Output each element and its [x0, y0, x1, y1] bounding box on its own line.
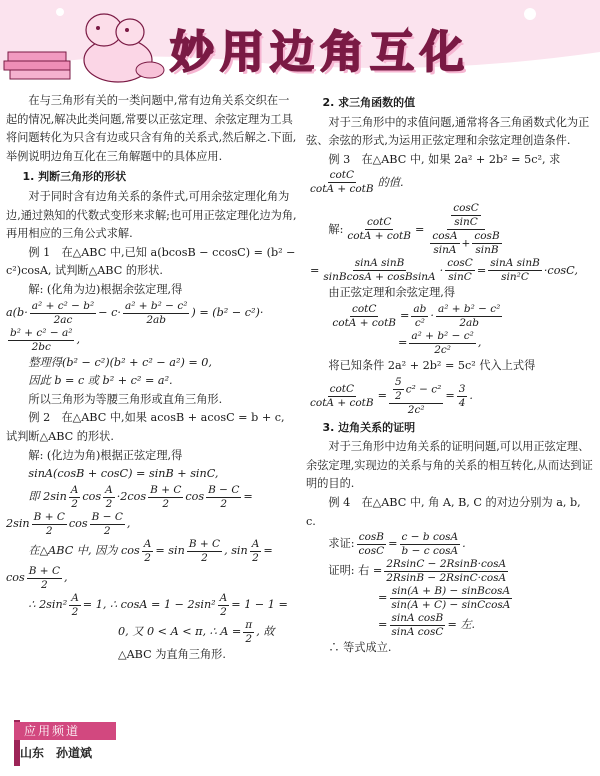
example-4-qed: ∴ 等式成立. [328, 641, 392, 655]
example-2-reasoning-cont: cos $\frac{B + C}{2}$ , [6, 564, 68, 591]
example-2-derivation: ∴ 2sin² $\frac{A}{2}$ = 1, ∴ cosA = 1 − 2sin² $\frac{A}{2}$ = 1 − 1 = [28, 591, 288, 618]
example-1-equation-cont: $\frac{\text{b² + c² − a²}}{2bc}$ , [10, 326, 80, 353]
example-2-equation: 即 2sin $\frac{A}{2}$ cos $\frac{A}{2}$ ·2cos $\frac{B + C}{2}$ cos $\frac{B - C}{2}$ = [28, 483, 253, 510]
example-2-statement: 例 2 在△ABC 中,如果 acosB + acosC = b + c, 试判断△ABC 的形状. [6, 411, 285, 443]
left-column [6, 92, 298, 664]
section-1-heading: 1. 判断三角形的形状 [22, 170, 127, 184]
equation-line: 因此 b = c 或 b² + c² = a². [28, 374, 173, 388]
fraction: $\frac{\text{a² + c² − b²}}{2ac}$ [31, 299, 95, 326]
example-2-solution-label: 解: (化边为角)根据正弦定理,得 [28, 448, 183, 462]
example-2-reasoning: 在△ABC 中, 因为 cos $\frac{A}{2}$ = sin $\frac{B + C}{2}$ , sin $\frac{A}{2}$ = [28, 537, 273, 564]
section-2-heading: 2. 求三角函数的值 [322, 96, 416, 109]
example-4-proof-step-1: 证明: 右 = $\frac{2RsinC - 2RsinB\cdot\cos A}{2RsinB - 2RsinC\cdot\cos A}$ [328, 558, 507, 585]
intro-paragraph: 在与三角形有关的一类问题中,常有边角关系交织在一起的情况,解决此类问题,常要以正弦定理、余弦定理为工具将问题转化为只含有边或只含有角的关系式,然后解之.下面,举例说明边角互化在三角解题中的具体应用. [6, 94, 297, 163]
example-2-conclusion: △ABC 为直角三角形. [118, 647, 226, 661]
page-title: 妙用边角互化 [170, 27, 470, 78]
header-banner [0, 0, 600, 92]
example-4-statement: 例 4 在△ABC 中, 角 A, B, C 的对边分别为 a, b, c. [306, 495, 581, 528]
fraction: $\frac{\text{a² + b² − c²}}{2ab}$ [124, 299, 188, 326]
example-3-step-2: = $\frac{\text{sinA sinB}}{\text{sinBcosA + cosBsinA}}$ · $\frac{\cos C}{\sin C}$ = $\frac{\text{sinA sinB}}{\text{sin²C}}$ ·cosC, [310, 257, 578, 284]
example-4-claim: 求证: $\frac{\cos B}{\cos C}$ = $\frac{\text{c − b cosA}}{\text{b − c cosA}}$ . [328, 531, 466, 558]
equation-line: 整理得(b² − c²)(b² + c² − a²) = 0, [28, 355, 212, 369]
right-column [306, 92, 594, 658]
example-3-step-1: 解: $\frac{\cot C}{\cot A + \cot B}$ = $\frac{\cos C}{\sin C}$ $\frac{\cos A}{\sin A}$ + $\frac{\cos B}{\sin B}$ [328, 202, 500, 257]
example-3-target: $\frac{\cot C}{\cot A + \cot B}$ 的值. [310, 169, 404, 196]
section-2-intro: 对于三角形中的求值问题,通常将各三角函数式化为正弦、余弦的形式,为运用正弦定理和余弦定理创造条件. [306, 115, 590, 148]
example-1-solution-label: 解: (化角为边)根据余弦定理,得 [28, 282, 183, 296]
example-3-result: $\frac{\cot C}{\cot A + \cot B}$ = $\frac{5}{2}$ c² − c² 2c² = $\frac{3}{4}$ . [310, 375, 473, 416]
section-3-heading: 3. 边角关系的证明 [322, 420, 416, 434]
section-1-intro: 对于同时含有边角关系的条件式,可用余弦定理化角为边,通过熟知的代数式变形来求解;也可用正弦定理化边为角,再用相应的三角公式求解. [6, 189, 297, 241]
equation-line: sinA(cosB + cosC) = sinB + sinC, [28, 467, 219, 481]
example-2-equation-cont: 2sin $\frac{B + C}{2}$ cos $\frac{B - C}{2}$ , [6, 510, 131, 537]
example-3-substitution-note: 将已知条件 2a² + 2b² = 5c² 代入上式得 [328, 358, 536, 372]
example-1-statement: 例 1 在△ABC 中,已知 a(bcosB − ccosC) = (b² − c²)cosA, 试判断△ABC 的形状. [6, 245, 296, 278]
author-credit: 山东 孙道斌 [20, 746, 93, 760]
example-2-result: 0, 又 0 < A < π, ∴ A = $\frac{\pi}{2}$ , 故 [118, 618, 275, 645]
example-3-law-note: 由正弦定理和余弦定理,得 [328, 286, 456, 300]
footer-badge: 应用频道 [14, 722, 116, 740]
example-1-equation: a(b· $\frac{\text{a² + c² − b²}}{2ac}$ − c· $\frac{\text{a² + b² − c²}}{2ab}$ ) = (b² − c²)· [6, 299, 264, 326]
section-3-intro: 对于三角形中边角关系的证明问题,可以用正弦定理、余弦定理,实现边的关系与角的关系的相互转化,从而达到证明的目的. [306, 440, 593, 491]
example-4-proof-step-3: = $\frac{\text{sinA cosB}}{\text{sinA cosC}}$ = 左. [378, 612, 476, 639]
example-3-step-3: $\frac{\cot C}{\cot A + \cot B}$ = $\frac{ab}{\text{c²}}$ · $\frac{\text{a² + b² − c²}}{2ab}$ [332, 302, 501, 329]
example-3-statement: 例 3 在△ABC 中, 如果 2a² + 2b² = 5c², 求 [328, 152, 561, 166]
example-4-proof-step-2: = $\frac{\text{sin(A + B) − sinBcosA}}{\text{sin(A + C) − sinCcosA}}$ [378, 585, 511, 612]
example-3-step-4: = $\frac{\text{a² + b² − c²}}{\text{2c²}}$ , [398, 329, 482, 356]
fraction: $\frac{\text{b² + c² − a²}}{2bc}$ [10, 326, 73, 353]
books-illustration [4, 52, 70, 79]
conclusion-line: 所以三角形为等腰三角形或直角三角形. [28, 392, 223, 406]
